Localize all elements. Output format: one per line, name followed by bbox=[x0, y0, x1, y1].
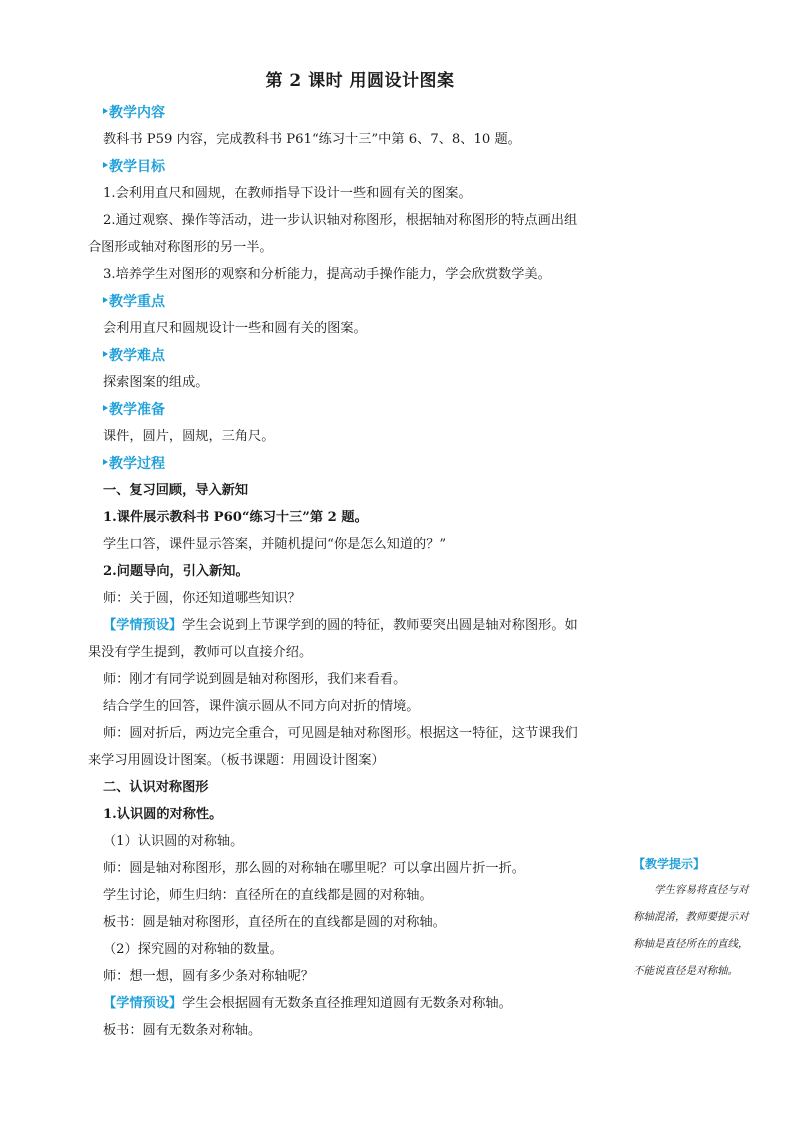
text-line: 【学情预设】学生会说到上节课学到的圆的特征，教师要突出圆是轴对称图形。如 bbox=[103, 618, 578, 633]
text-line: 会利用直尺和圆规设计一些和圆有关的图案。 bbox=[103, 321, 367, 336]
heading-key: 教学重点 bbox=[103, 293, 165, 311]
text-line: 1.会利用直尺和圆规，在教师指导下设计一些和圆有关的图案。 bbox=[103, 186, 472, 201]
text-line: 教科书 P59 内容，完成教科书 P61“练习十三”中第 6、7、8、10 题。 bbox=[103, 132, 521, 147]
text-line: 2.通过观察、操作等活动，进一步认识轴对称图形，根据轴对称图形的特点画出组 bbox=[103, 213, 578, 228]
text-line: 结合学生的回答，课件演示圆从不同方向对折的情境。 bbox=[103, 699, 420, 714]
sidebar-title: 【教学提示】 bbox=[633, 857, 706, 871]
triangle-bullet-icon bbox=[103, 459, 108, 465]
page-title: 第 2 课时 用圆设计图案 bbox=[265, 71, 455, 91]
heading-process: 教学过程 bbox=[103, 455, 165, 473]
text-line: 课件，圆片，圆规，三角尺。 bbox=[103, 429, 275, 444]
text-line: 学生口答，课件显示答案，并随机提问“你是怎么知道的？” bbox=[103, 537, 447, 552]
sidebar-text: 学生容易将直径与对称轴混淆，教师要提示对称轴是直径所在的直线，不能说直径是对称轴。 bbox=[633, 884, 749, 977]
heading-content: 教学内容 bbox=[103, 104, 165, 122]
text-line: 板书：圆是轴对称图形，直径所在的直线都是圆的对称轴。 bbox=[103, 915, 446, 930]
text-line: 学生讨论，师生归纳：直径所在的直线都是圆的对称轴。 bbox=[103, 888, 433, 903]
triangle-bullet-icon bbox=[103, 351, 108, 357]
text-line: 师：圆是轴对称图形，那么圆的对称轴在哪里呢？可以拿出圆片折一折。 bbox=[103, 861, 525, 876]
tag-label: 【学情预设】 bbox=[103, 618, 183, 633]
text-line: 探索图案的组成。 bbox=[103, 375, 209, 390]
heading-prep: 教学准备 bbox=[103, 401, 165, 419]
tag-label: 【学情预设】 bbox=[103, 996, 183, 1011]
text-line: 师：刚才有同学说到圆是轴对称图形，我们来看看。 bbox=[103, 672, 407, 687]
text-line: 来学习用圆设计图案。（板书课题：用圆设计图案） bbox=[88, 753, 385, 768]
text-line: 合图形或轴对称图形的另一半。 bbox=[88, 240, 273, 255]
triangle-bullet-icon bbox=[103, 162, 108, 168]
text-line: 3.培养学生对图形的观察和分析能力，提高动手操作能力，学会欣赏数学美。 bbox=[103, 267, 551, 282]
text-line: 【学情预设】学生会根据圆有无数条直径推理知道圆有无数条对称轴。 bbox=[103, 996, 512, 1011]
text-line: 1.认识圆的对称性。 bbox=[103, 807, 223, 822]
text-line: （2）探究圆的对称轴的数量。 bbox=[103, 942, 283, 957]
triangle-bullet-icon bbox=[103, 108, 108, 114]
section-heading: 一、复习回顾，导入新知 bbox=[103, 483, 249, 498]
triangle-bullet-icon bbox=[103, 297, 108, 303]
triangle-bullet-icon bbox=[103, 405, 108, 411]
text-line: 师：圆对折后，两边完全重合，可见圆是轴对称图形。根据这一特征，这节课我们 bbox=[103, 726, 578, 741]
heading-goals: 教学目标 bbox=[103, 158, 165, 176]
text-line: （1）认识圆的对称轴。 bbox=[103, 834, 244, 849]
section-heading: 二、认识对称图形 bbox=[103, 780, 209, 795]
heading-difficulty: 教学难点 bbox=[103, 347, 165, 365]
text-line: 1.课件展示教科书 P60“练习十三”第 2 题。 bbox=[103, 510, 368, 525]
text-line: 师：关于圆，你还知道哪些知识？ bbox=[103, 591, 301, 606]
text-line: 2.问题导向，引入新知。 bbox=[103, 564, 249, 579]
text-line: 师：想一想，圆有多少条对称轴呢？ bbox=[103, 969, 314, 984]
text-line: 板书：圆有无数条对称轴。 bbox=[103, 1023, 262, 1038]
text-line: 果没有学生提到，教师可以直接介绍。 bbox=[88, 645, 313, 660]
